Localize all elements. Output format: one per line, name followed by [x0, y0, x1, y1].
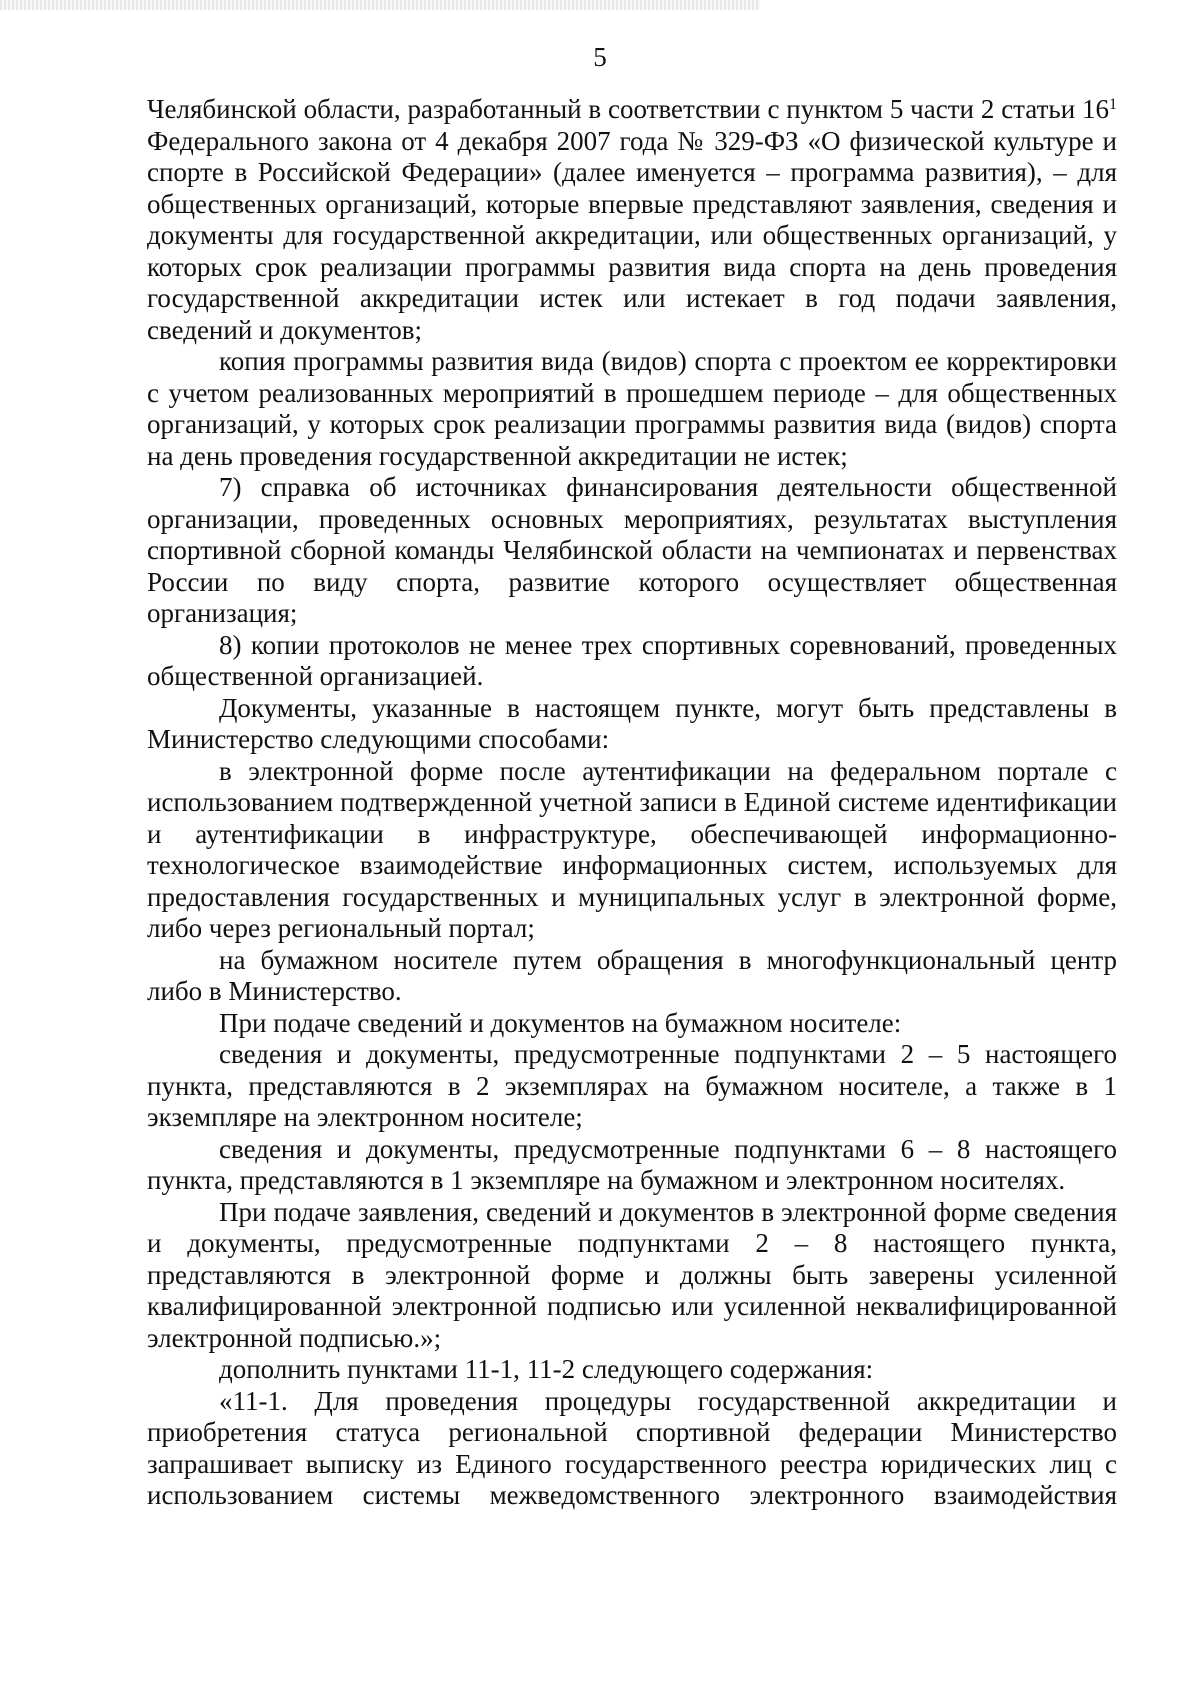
page-number: 5: [593, 42, 607, 72]
paragraph-13: «11-1. Для проведения процедуры государственной аккредитации и приобретения статуса региональной спортивной федерации Министерство запрашивает выписку из Единого государственного реестра юридических лиц с использованием системы межведомственного электронного взаимодействия: [147, 1385, 1117, 1510]
paragraph-11: При подаче заявления, сведений и документов в электронной форме сведения и документы, предусмотренные подпунктами 2 – 8 настоящего пункта, представляются в электронной форме и должны быть заверены усиленной квалифицированной электронной подписью или усиленной неквалифицированной электронной подписью.»;: [147, 1196, 1117, 1353]
paragraph-5: Документы, указанные в настоящем пункте, могут быть представлены в Министерство следующими способами:: [147, 692, 1117, 754]
paragraph-2: копия программы развития вида (видов) спорта с проектом ее корректировки с учетом реализованных мероприятий в прошедшем периоде – для общественных организаций, у которых срок реализации программы развития вида (видов) спорта на день проведения государственной аккредитации не истек;: [147, 346, 1117, 471]
paragraph-9: сведения и документы, предусмотренные подпунктами 2 – 5 настоящего пункта, представляются в 2 экземплярах на бумажном носителе, а также в 1 экземпляре на электронном носителе;: [147, 1039, 1117, 1132]
article-ref-superscript: 1: [1109, 96, 1118, 113]
document-body: [147, 94, 1117, 1512]
article-ref: [1001, 94, 1117, 124]
scan-artifact: [0, 0, 760, 10]
article-ref-prefix: статьи 16: [1001, 94, 1110, 124]
paragraph-1-rest: Федерального закона от 4 декабря 2007 года № 329-ФЗ «О физической культуре и спорте в Российской Федерации» (далее именуется – программа развития), – для общественных организаций, которые впервые представляют заявления, сведения и документы для государственной аккредитации, или общественных организаций, у которых срок реализации программы развития вида спорта на день проведения государственной аккредитации истек или истекает в год подачи заявления, сведений и документов;: [147, 125, 1117, 345]
paragraph-1-line-1: Челябинской области, разработанный в соответствии с пунктом 5 части 2: [147, 94, 995, 124]
paragraph-1: [147, 94, 1117, 346]
paragraph-6: в электронной форме после аутентификации на федеральном портале с использованием подтвержденной учетной записи в Единой системе идентификации и аутентификации в инфраструктуре, обеспечивающей информационно-технологическое взаимодействие информационных систем, используемых для предоставления государственных и муниципальных услуг в электронной форме, либо через региональный портал;: [147, 755, 1117, 943]
paragraph-3: 7) справка об источниках финансирования деятельности общественной организации, проведенных основных мероприятиях, результатах выступления спортивной сборной команды Челябинской области на чемпионатах и первенствах России по виду спорта, развитие которого осуществляет общественная организация;: [147, 472, 1117, 628]
paragraph-7: на бумажном носителе путем обращения в многофункциональный центр либо в Министерство.: [147, 944, 1117, 1006]
paragraph-4: 8) копии протоколов не менее трех спортивных соревнований, проведенных общественной организацией.: [147, 629, 1117, 691]
paragraph-12: дополнить пунктами 11-1, 11-2 следующего содержания:: [219, 1354, 874, 1384]
paragraph-10: сведения и документы, предусмотренные подпунктами 6 – 8 настоящего пункта, представляются в 1 экземпляре на бумажном и электронном носителях.: [147, 1133, 1117, 1195]
paragraph-8: При подаче сведений и документов на бумажном носителе:: [219, 1007, 902, 1038]
